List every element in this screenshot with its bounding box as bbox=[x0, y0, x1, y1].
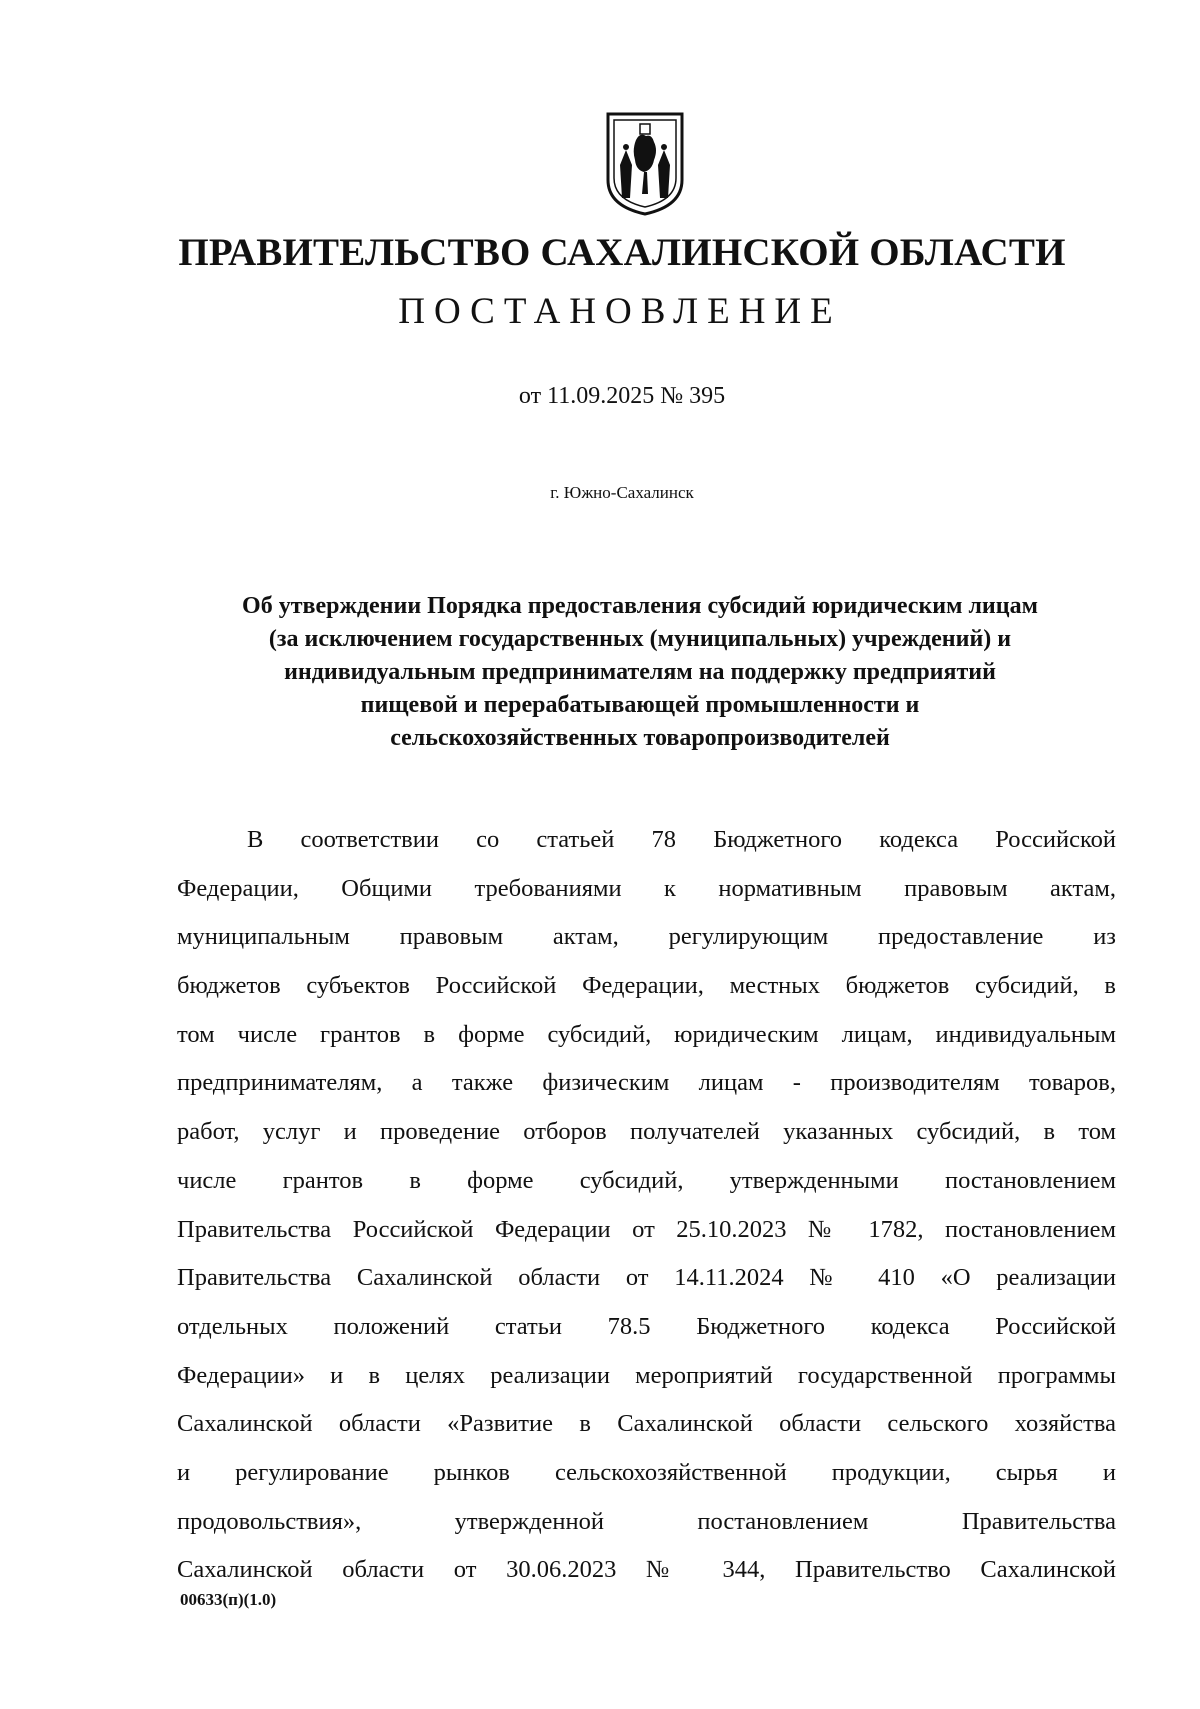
body-line: Сахалинской области «Развитие в Сахалинской области сельского хозяйства bbox=[177, 1410, 1116, 1438]
body-line: том числе грантов в форме субсидий, юридическим лицам, индивидуальным bbox=[177, 1020, 1116, 1048]
subject-line: (за исключением государственных (муниципальных) учреждений) и bbox=[268, 626, 1012, 652]
document-code: 00633(п)(1.0) bbox=[180, 1590, 277, 1609]
body-line: В соответствии со статьей 78 Бюджетного кодекса Российской bbox=[247, 826, 1116, 853]
document-type: ПОСТАНОВЛЕНИЕ bbox=[398, 291, 842, 332]
body-line: отдельных положений статьи 78.5 Бюджетного кодекса Российской bbox=[177, 1312, 1116, 1340]
body-line: Правительства Сахалинской области от 14.11.2024 № 410 «О реализации bbox=[177, 1264, 1116, 1292]
subject-line: индивидуальным предпринимателям на поддержку предприятий bbox=[284, 659, 996, 685]
body-line: муниципальным правовым актам, регулирующим предоставление из bbox=[177, 923, 1116, 951]
body-line: числе грантов в форме субсидий, утвержденными постановлением bbox=[177, 1166, 1116, 1194]
body-line: Федерации, Общими требованиями к нормативным правовым актам, bbox=[177, 874, 1116, 902]
organization-title: ПРАВИТЕЛЬСТВО САХАЛИНСКОЙ ОБЛАСТИ bbox=[178, 231, 1066, 274]
document-date-number: от 11.09.2025 № 395 bbox=[518, 383, 726, 409]
body-line: продовольствия», утвержденной постановлением Правительства bbox=[177, 1507, 1116, 1535]
body-line: предпринимателям, а также физическим лицам - производителям товаров, bbox=[177, 1069, 1116, 1097]
document-city: г. Южно-Сахалинск bbox=[550, 483, 694, 502]
subject-line: пищевой и перерабатывающей промышленности и bbox=[360, 692, 920, 718]
body-line: бюджетов субъектов Российской Федерации, местных бюджетов субсидий, в bbox=[177, 972, 1116, 1000]
document-subject bbox=[170, 590, 1110, 755]
body-line: Федерации» и в целях реализации мероприятий государственной программы bbox=[177, 1361, 1116, 1389]
body-paragraph bbox=[177, 816, 1116, 1595]
subject-line: сельскохозяйственных товаропроизводителей bbox=[390, 725, 890, 751]
body-line: Сахалинской области от 30.06.2023 № 344, Правительство Сахалинской bbox=[177, 1556, 1116, 1584]
body-line: и регулирование рынков сельскохозяйственной продукции, сырья и bbox=[177, 1458, 1116, 1486]
body-line: работ, услуг и проведение отборов получателей указанных субсидий, в том bbox=[177, 1118, 1116, 1146]
subject-line: Об утверждении Порядка предоставления субсидий юридическим лицам bbox=[242, 593, 1038, 619]
body-line: Правительства Российской Федерации от 25.10.2023 № 1782, постановлением bbox=[177, 1215, 1116, 1243]
coat-of-arms-icon bbox=[602, 110, 688, 218]
